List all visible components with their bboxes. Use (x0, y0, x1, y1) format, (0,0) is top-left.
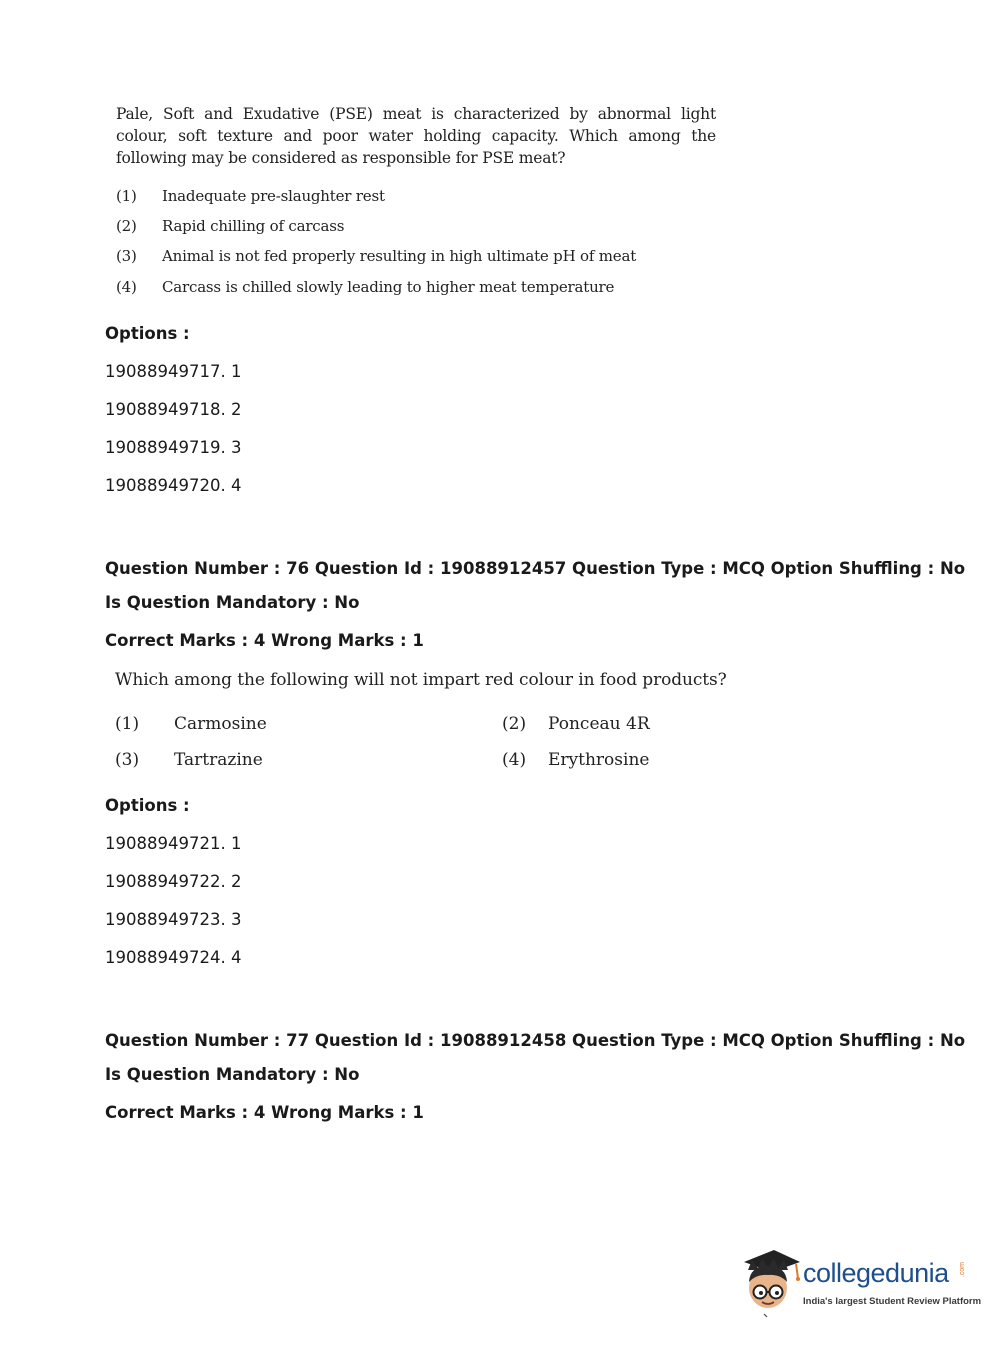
q76-choice-text: Erythrosine (548, 750, 650, 770)
option-line: 19088949719. 3 (105, 438, 242, 457)
q76-marks: Correct Marks : 4 Wrong Marks : 1 (105, 631, 424, 650)
options-heading: Options : (105, 796, 190, 815)
option-line: 19088949721. 1 (105, 834, 242, 853)
q76-mandatory: Is Question Mandatory : No (105, 593, 360, 612)
option-line: 19088949722. 2 (105, 872, 242, 891)
options-heading: Options : (105, 324, 190, 343)
q75-choice-text: Animal is not fed properly resulting in high ultimate pH of meat (162, 247, 637, 265)
q75-choice-text: Carcass is chilled slowly leading to higher meat temperature (162, 278, 615, 296)
q76-choice-num: (2) (502, 714, 527, 734)
q76-choice-num: (4) (502, 750, 527, 770)
q76-header-line: Question Number : 76 Question Id : 19088912457 Question Type : MCQ Option Shuffling : No (105, 559, 966, 578)
student-mascot-icon (740, 1248, 802, 1318)
q77-mandatory: Is Question Mandatory : No (105, 1065, 360, 1084)
q75-question-text: Pale, Soft and Exudative (PSE) meat is characterized by abnormal light colour, soft texture and poor water holding capacity. Which among the following may be considered as responsible for PSE meat? (116, 105, 716, 167)
option-line: 19088949723. 3 (105, 910, 242, 929)
q76-choice-text: Tartrazine (174, 750, 263, 770)
q76-choice-text: Ponceau 4R (548, 714, 650, 734)
collegedunia-logo[interactable] (740, 1248, 982, 1318)
q75-choice-text: Inadequate pre-slaughter rest (162, 187, 385, 205)
option-line: 19088949720. 4 (105, 476, 242, 495)
option-line: 19088949718. 2 (105, 400, 242, 419)
q75-choice-num: (3) (116, 247, 137, 265)
q75-choice-text: Rapid chilling of carcass (162, 217, 345, 235)
q75-choice-num: (2) (116, 217, 137, 235)
q76-choice-text: Carmosine (174, 714, 267, 734)
q77-header-line: Question Number : 77 Question Id : 19088912458 Question Type : MCQ Option Shuffling : No (105, 1031, 966, 1050)
q75-choice-num: (1) (116, 187, 137, 205)
logo-tagline: India's largest Student Review Platform (803, 1296, 982, 1307)
q77-marks: Correct Marks : 4 Wrong Marks : 1 (105, 1103, 424, 1122)
q75-choice-num: (4) (116, 278, 137, 296)
q76-choice-num: (3) (115, 750, 140, 770)
q76-question-text: Which among the following will not impart red colour in food products? (115, 670, 727, 690)
logo-suffix: .com (959, 1262, 966, 1278)
logo-name: collegedunia (803, 1258, 949, 1288)
q76-choice-num: (1) (115, 714, 140, 734)
option-line: 19088949717. 1 (105, 362, 242, 381)
option-line: 19088949724. 4 (105, 948, 242, 967)
